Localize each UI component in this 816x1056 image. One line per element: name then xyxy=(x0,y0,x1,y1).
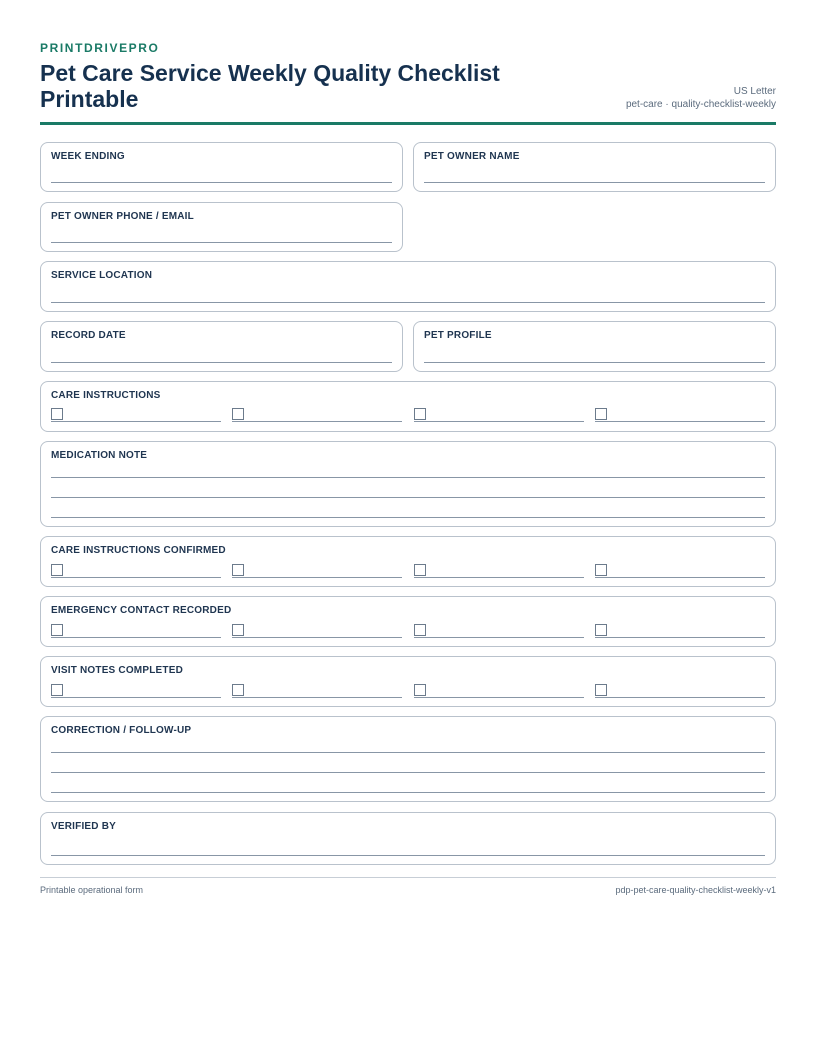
write-line xyxy=(595,421,765,422)
checkbox-item[interactable] xyxy=(232,684,402,698)
write-line xyxy=(595,697,765,698)
write-line xyxy=(414,637,584,638)
field-label: VISIT NOTES COMPLETED xyxy=(51,665,183,676)
page-meta xyxy=(626,85,776,111)
checkbox[interactable] xyxy=(414,408,426,420)
field-label: SERVICE LOCATION xyxy=(51,270,153,281)
checkbox[interactable] xyxy=(414,624,426,636)
verified-by-field[interactable] xyxy=(40,812,776,865)
field-label: PET PROFILE xyxy=(424,330,492,341)
checkbox[interactable] xyxy=(595,408,607,420)
checkbox[interactable] xyxy=(595,624,607,636)
field-label: EMERGENCY CONTACT RECORDED xyxy=(51,605,232,616)
brand-name: PRINTDRIVEPRO xyxy=(40,41,160,55)
write-line xyxy=(232,577,402,578)
write-line xyxy=(595,577,765,578)
write-line[interactable] xyxy=(51,752,765,753)
field-label: MEDICATION NOTE xyxy=(51,450,148,461)
write-line[interactable] xyxy=(51,517,765,518)
field-label: CARE INSTRUCTIONS CONFIRMED xyxy=(51,545,226,556)
write-line xyxy=(232,697,402,698)
checkbox[interactable] xyxy=(232,684,244,696)
field-label: VERIFIED BY xyxy=(51,821,116,832)
correction-follow-up-field[interactable] xyxy=(40,716,776,802)
write-line[interactable] xyxy=(51,497,765,498)
week-ending-field[interactable] xyxy=(40,142,403,192)
checkbox[interactable] xyxy=(51,684,63,696)
write-line[interactable] xyxy=(51,362,392,363)
form-id: pdp-pet-care-quality-checklist-weekly-v1 xyxy=(615,885,776,895)
footer-divider xyxy=(40,877,776,878)
checkbox-item[interactable] xyxy=(595,408,765,422)
write-line xyxy=(232,421,402,422)
write-line xyxy=(414,697,584,698)
record-date-field[interactable] xyxy=(40,321,403,372)
checkbox[interactable] xyxy=(51,624,63,636)
checkbox[interactable] xyxy=(414,564,426,576)
checkbox-item[interactable] xyxy=(595,564,765,578)
checkbox-item[interactable] xyxy=(232,564,402,578)
checkbox-item[interactable] xyxy=(414,408,584,422)
checkbox-item[interactable] xyxy=(51,624,221,638)
write-line xyxy=(51,637,221,638)
checkbox[interactable] xyxy=(595,564,607,576)
pet-owner-contact-field[interactable] xyxy=(40,202,403,252)
checkbox-item[interactable] xyxy=(51,684,221,698)
field-label: PET OWNER NAME xyxy=(424,151,520,162)
checkbox[interactable] xyxy=(232,408,244,420)
checkbox-item[interactable] xyxy=(595,684,765,698)
checkbox[interactable] xyxy=(232,624,244,636)
checkbox-item[interactable] xyxy=(51,564,221,578)
paper-size: US Letter xyxy=(733,86,776,97)
write-line[interactable] xyxy=(424,362,765,363)
write-line[interactable] xyxy=(51,302,765,303)
checkbox[interactable] xyxy=(414,684,426,696)
write-line xyxy=(51,697,221,698)
write-line[interactable] xyxy=(51,792,765,793)
checkbox[interactable] xyxy=(51,564,63,576)
write-line[interactable] xyxy=(51,182,392,183)
checkbox-item[interactable] xyxy=(414,684,584,698)
service-location-field[interactable] xyxy=(40,261,776,312)
visit-notes-completed-field xyxy=(40,656,776,707)
field-label: PET OWNER PHONE / EMAIL xyxy=(51,211,194,222)
checkbox-item[interactable] xyxy=(595,624,765,638)
checkbox-item[interactable] xyxy=(232,408,402,422)
write-line[interactable] xyxy=(51,855,765,856)
write-line xyxy=(595,637,765,638)
write-line xyxy=(414,421,584,422)
care-instructions-field xyxy=(40,381,776,432)
checkbox[interactable] xyxy=(51,408,63,420)
write-line[interactable] xyxy=(51,772,765,773)
pet-profile-field[interactable] xyxy=(413,321,776,372)
field-label: CORRECTION / FOLLOW-UP xyxy=(51,725,192,736)
pet-owner-name-field[interactable] xyxy=(413,142,776,192)
write-line[interactable] xyxy=(51,477,765,478)
field-label: RECORD DATE xyxy=(51,330,126,341)
emergency-contact-recorded-field xyxy=(40,596,776,647)
checkbox-item[interactable] xyxy=(414,564,584,578)
checkbox-item[interactable] xyxy=(414,624,584,638)
medication-note-field[interactable] xyxy=(40,441,776,527)
page-tags: pet-care · quality-checklist-weekly xyxy=(625,99,776,110)
field-label: WEEK ENDING xyxy=(51,151,125,162)
footer-note: Printable operational form xyxy=(40,885,144,895)
write-line[interactable] xyxy=(424,182,765,183)
write-line xyxy=(414,577,584,578)
checkbox-item[interactable] xyxy=(232,624,402,638)
header-divider xyxy=(40,122,776,125)
checkbox[interactable] xyxy=(595,684,607,696)
page-title: Pet Care Service Weekly Quality Checklist Printable xyxy=(40,60,500,112)
write-line xyxy=(51,577,221,578)
write-line xyxy=(51,421,221,422)
field-label: CARE INSTRUCTIONS xyxy=(51,390,161,401)
checkbox[interactable] xyxy=(232,564,244,576)
checkbox-item[interactable] xyxy=(51,408,221,422)
write-line xyxy=(232,637,402,638)
care-instructions-confirmed-field xyxy=(40,536,776,587)
write-line[interactable] xyxy=(51,242,392,243)
